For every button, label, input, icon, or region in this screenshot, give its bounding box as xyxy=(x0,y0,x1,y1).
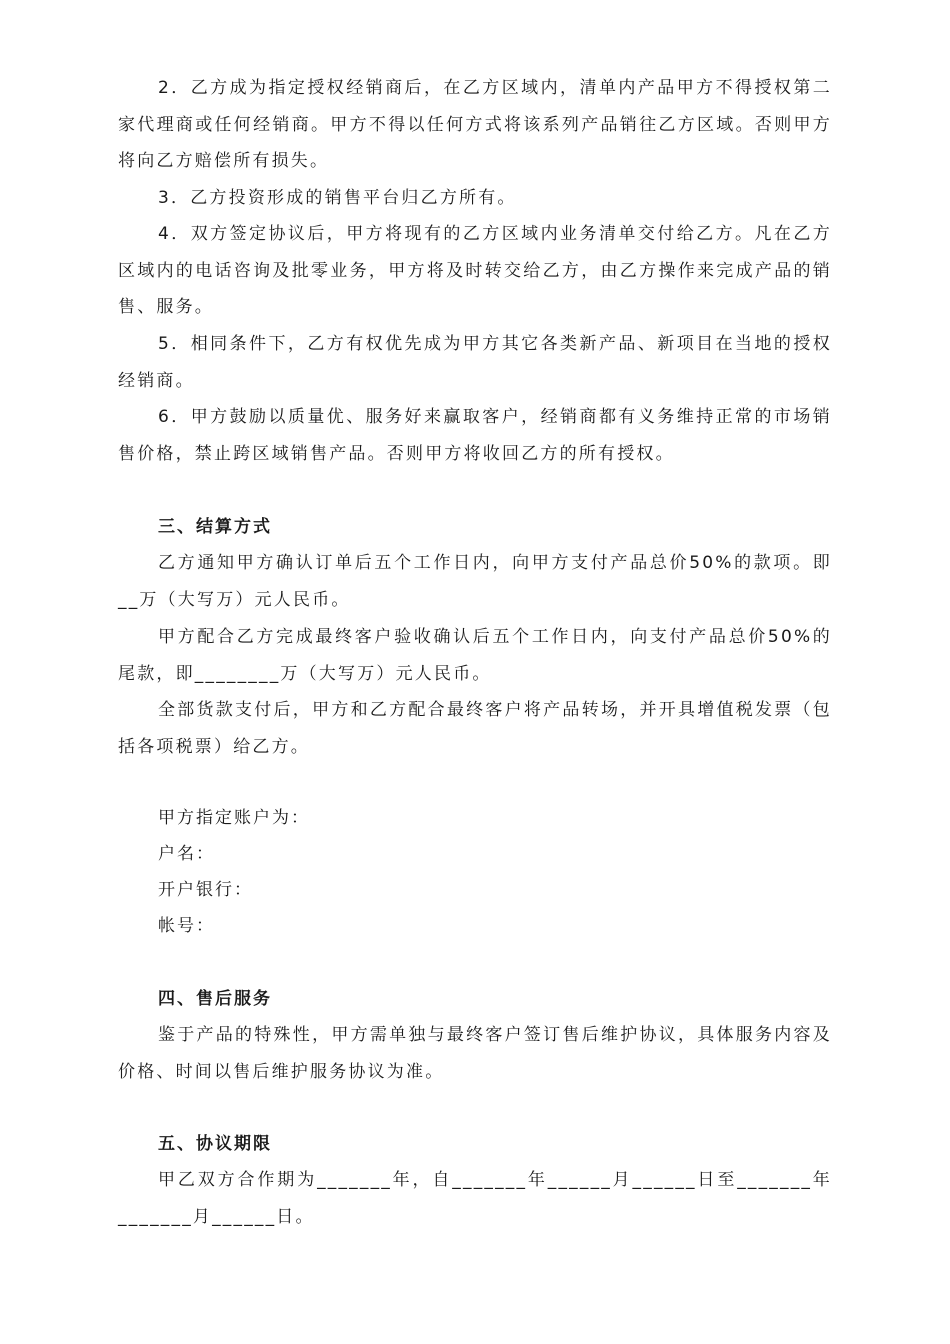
section-3-para-1: 乙方通知甲方确认订单后五个工作日内，向甲方支付产品总价50%的款项。即__万（大写万）元人民币。 xyxy=(118,553,832,610)
account-title: 甲方指定账户为： xyxy=(158,808,310,828)
clause-2: 2．乙方成为指定授权经销商后，在乙方区域内，清单内产品甲方不得授权第二家代理商或任何经销商。甲方不得以任何方式将该系列产品销往乙方区域。否则甲方将向乙方赔偿所有损失。 xyxy=(118,78,832,171)
clause-6: 6．甲方鼓励以质量优、服务好来赢取客户，经销商都有义务维持正常的市场销售价格，禁止跨区域销售产品。否则甲方将收回乙方的所有授权。 xyxy=(118,407,832,464)
section-3-para-3: 全部货款支付后，甲方和乙方配合最终客户将产品转场，并开具增值税发票（包括各项税票）给乙方。 xyxy=(118,700,832,757)
section-5-para: 甲乙双方合作期为_______年，自_______年______月______日至_______年_______月______日。 xyxy=(118,1170,832,1227)
account-name-label: 户名： xyxy=(158,844,215,864)
clause-4: 4．双方签定协议后，甲方将现有的乙方区域内业务清单交付给乙方。凡在乙方区域内的电话咨询及批零业务，甲方将及时转交给乙方，由乙方操作来完成产品的销售、服务。 xyxy=(118,224,832,317)
section-3-para-2: 甲方配合乙方完成最终客户验收确认后五个工作日内，向支付产品总价50%的尾款，即________万（大写万）元人民币。 xyxy=(118,627,832,684)
bank-label: 开户银行： xyxy=(158,880,253,900)
section-4-heading: 四、售后服务 xyxy=(158,989,272,1009)
clause-5: 5．相同条件下，乙方有权优先成为甲方其它各类新产品、新项目在当地的授权经销商。 xyxy=(118,334,832,391)
section-5-heading: 五、协议期限 xyxy=(158,1134,272,1154)
account-number-label: 帐号： xyxy=(158,916,215,936)
section-4-para: 鉴于产品的特殊性，甲方需单独与最终客户签订售后维护协议，具体服务内容及价格、时间以售后维护服务协议为准。 xyxy=(118,1025,832,1082)
clause-3: 3．乙方投资形成的销售平台归乙方所有。 xyxy=(158,188,517,208)
section-3-heading: 三、结算方式 xyxy=(158,517,272,537)
